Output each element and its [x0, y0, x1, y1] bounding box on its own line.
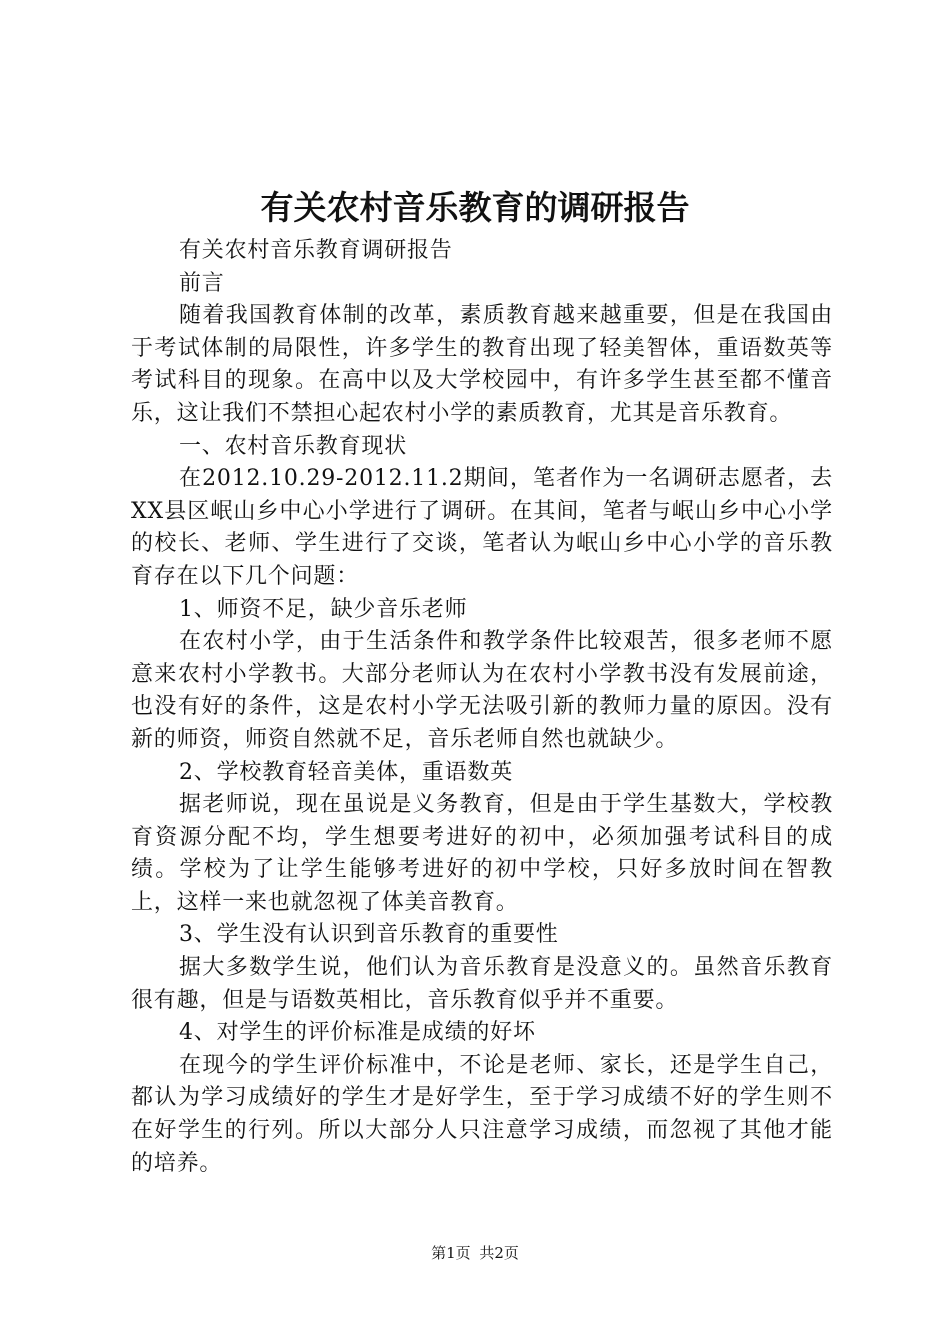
body-paragraph: 据大多数学生说，他们认为音乐教育是没意义的。虽然音乐教育很有趣，但是与语数英相比，音乐教育似乎并不重要。: [131, 955, 833, 1013]
page-number: 第1页: [431, 1244, 471, 1262]
subsection-heading: 3、学生没有认识到音乐教育的重要性: [179, 922, 559, 948]
subtitle-paragraph: 有关农村音乐教育调研报告: [179, 238, 453, 263]
body-paragraph: 在农村小学，由于生活条件和教学条件比较艰苦，很多老师不愿意来农村小学教书。大部分老师认为在农村小学教书没有发展前途，也没有好的条件，这是农村小学无法吸引新的教师力量的原因。没有新的师资，师资自然就不足，音乐老师自然也就缺少。: [131, 629, 833, 752]
subsection-heading: 2、学校教育轻音美体，重语数英: [179, 759, 513, 785]
section-heading: 一、农村音乐教育现状: [179, 433, 408, 459]
document-body: [131, 235, 833, 1180]
body-paragraph: 在现今的学生评价标准中，不论是老师、家长，还是学生自己，都认为学习成绩好的学生才是好学生，至于学习成绩不好的学生则不在好学生的行列。所以大部分人只注意学习成绩，而忽视了其他才能的培养。: [131, 1052, 833, 1176]
document-title: 有关农村音乐教育的调研报告: [260, 188, 690, 227]
preface-heading: 前言: [179, 270, 225, 296]
body-paragraph: 据老师说，现在虽说是义务教育，但是由于学生基数大，学校教育资源分配不均，学生想要考进好的初中，必须加强考试科目的成绩。学校为了让学生能够考进好的初中学校，只好多放时间在智教上，这样一来也就忽视了体美音教育。: [131, 792, 833, 915]
page-footer: [0, 1243, 950, 1263]
subsection-heading: 1、师资不足，缺少音乐老师: [179, 596, 468, 622]
page-total: 共2页: [479, 1244, 519, 1262]
body-paragraph: 在2012.10.29-2012.11.2期间，笔者作为一名调研志愿者，去XX县区岷山乡中心小学进行了调研。在其间，笔者与岷山乡中心小学的校长、老师、学生进行了交谈，笔者认为岷山乡中心小学的音乐教育存在以下几个问题：: [131, 466, 833, 589]
subsection-heading: 4、对学生的评价标准是成绩的好坏: [179, 1020, 536, 1046]
body-paragraph: 随着我国教育体制的改革，素质教育越来越重要，但是在我国由于考试体制的局限性，许多学生的教育出现了轻美智体，重语数英等考试科目的现象。在高中以及大学校园中，有许多学生甚至都不懂音乐，这让我们不禁担心起农村小学的素质教育，尤其是音乐教育。: [131, 303, 833, 426]
